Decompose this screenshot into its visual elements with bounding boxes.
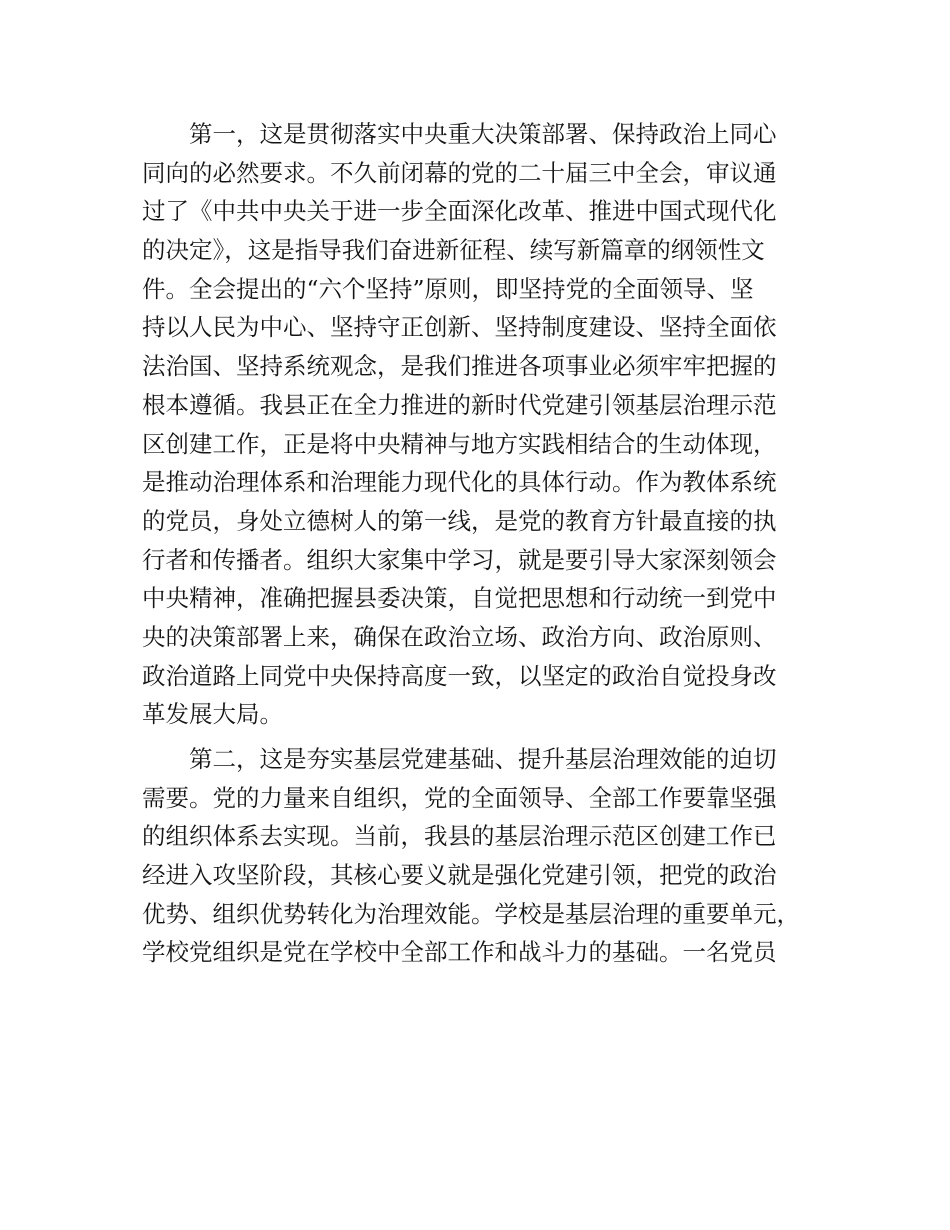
- text-line: 法治国、坚持系统观念，是我们推进各项事业必须牢牢把握的: [142, 352, 777, 381]
- text-line: 的组织体系去实现。当前，我县的基层治理示范区创建工作已: [142, 822, 777, 851]
- text-line: 第一，这是贯彻落实中央重大决策部署、保持政治上同心: [189, 120, 777, 148]
- text-line: 区创建工作，正是将中央精神与地方实践相结合的生动体现，: [142, 429, 777, 458]
- text-line: 需要。党的力量来自组织，党的全面领导、全部工作要靠坚强: [142, 783, 777, 812]
- text-line: 是推动治理体系和治理能力现代化的具体行动。作为教体系统: [142, 468, 777, 497]
- text-line: 政治道路上同党中央保持高度一致，以坚定的政治自觉投身改: [142, 661, 777, 690]
- text-line: 优势、组织优势转化为治理效能。学校是基层治理的重要单元，: [142, 899, 800, 928]
- text-line: 经进入攻坚阶段，其核心要义就是强化党建引领，把党的政治: [142, 861, 777, 890]
- document-body: [142, 115, 812, 972]
- text-line: 学校党组织是党在学校中全部工作和战斗力的基础。一名党员: [142, 938, 777, 967]
- text-line: 中央精神，准确把握县委决策，自觉把思想和行动统一到党中: [142, 584, 777, 613]
- text-line: 件。全会提出的“六个坚持”原则，即坚持党的全面领导、坚: [142, 274, 754, 303]
- text-line: 的决定》，这是指导我们奋进新征程、续写新篇章的纲领性文: [142, 236, 765, 265]
- text-line: 央的决策部署上来，确保在政治立场、政治方向、政治原则、: [142, 622, 777, 651]
- text-line: 革发展大局。: [142, 700, 283, 729]
- text-line: 持以人民为中心、坚持守正创新、坚持制度建设、坚持全面依: [142, 313, 777, 342]
- paragraph-second: [142, 740, 812, 972]
- text-line: 第二，这是夯实基层党建基础、提升基层治理效能的迫切: [189, 745, 777, 773]
- text-line: 过了《中共中央关于进一步全面深化改革、推进中国式现代化: [142, 197, 777, 226]
- paragraph-first: [142, 115, 812, 734]
- text-line: 的党员，身处立德树人的第一线，是党的教育方针最直接的执: [142, 506, 777, 535]
- text-line: 同向的必然要求。不久前闭幕的党的二十届三中全会，审议通: [142, 158, 777, 187]
- text-line: 行者和传播者。组织大家集中学习，就是要引导大家深刻领会: [142, 545, 777, 574]
- text-line: 根本遵循。我县正在全力推进的新时代党建引领基层治理示范: [142, 390, 777, 419]
